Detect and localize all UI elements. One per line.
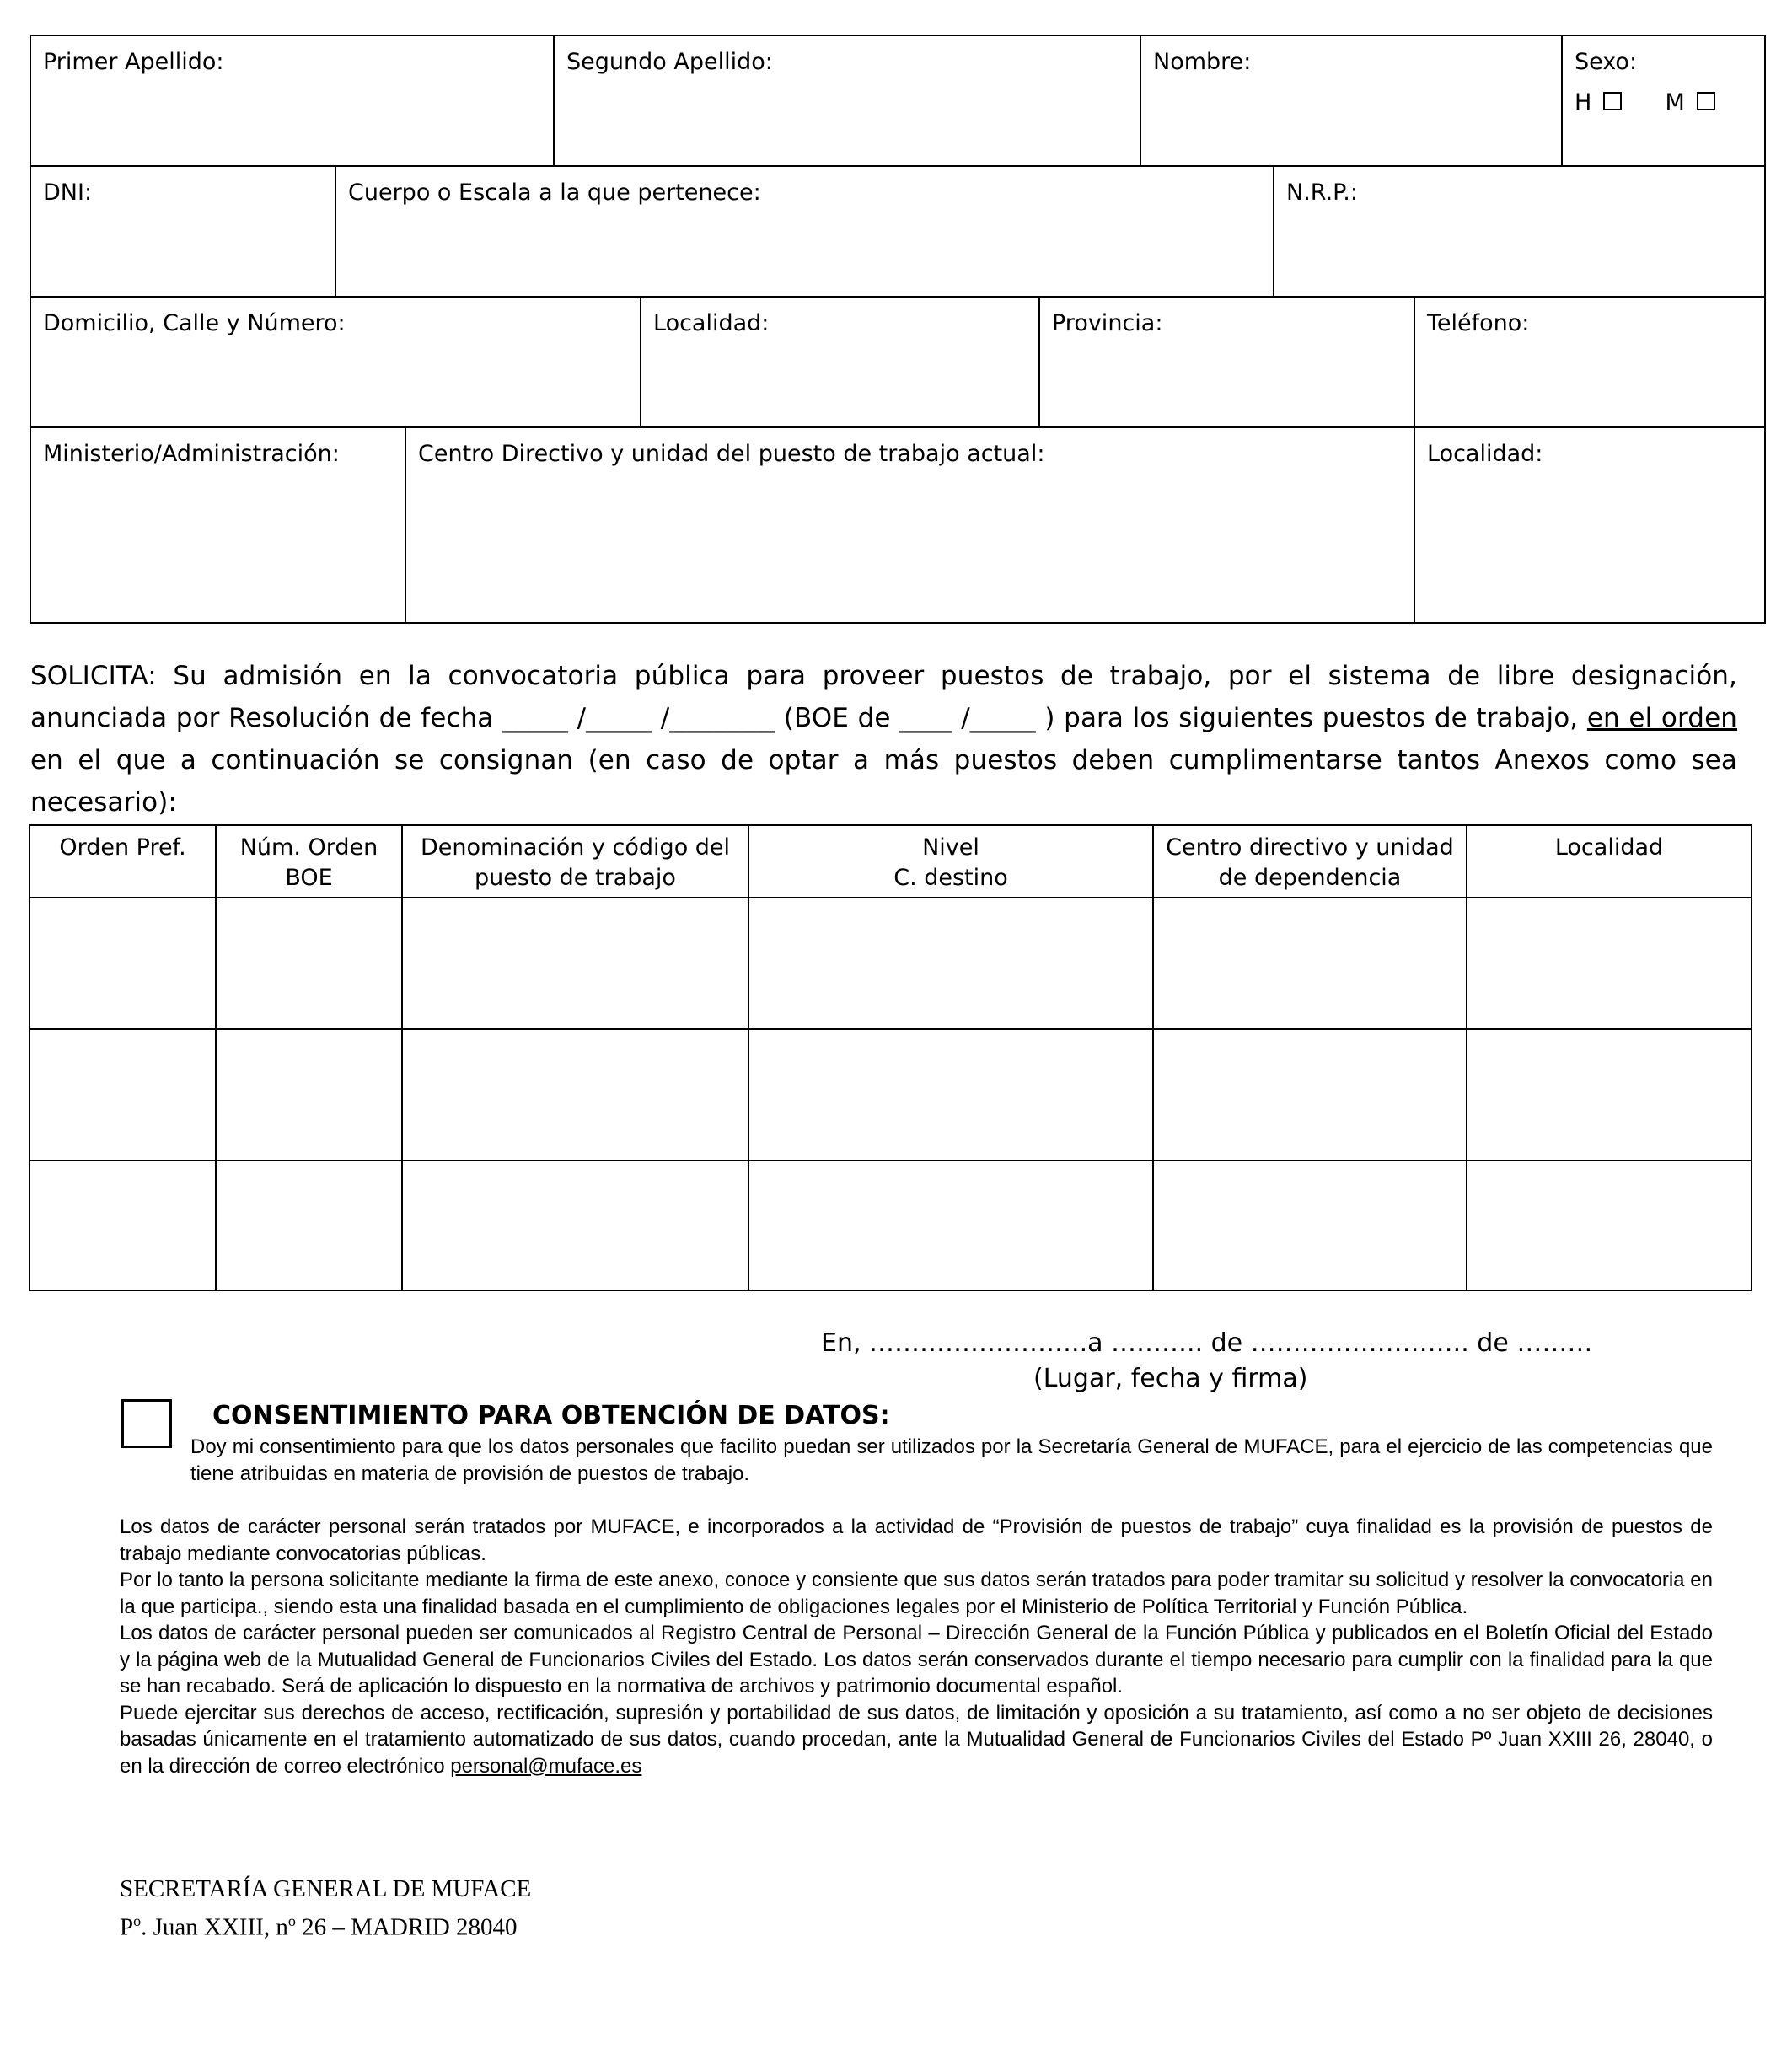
telefono-label: Teléfono: <box>1427 310 1530 336</box>
nombre-field[interactable] <box>1140 35 1563 167</box>
privacy-paragraph-2: Por lo tanto la persona solicitante mediante la firma de este anexo, conoce y consiente que sus datos serán tratados para poder tramitar su solicitud y resolver la convocatoria en la que participa., siendo esta una finalidad basada en el cumplimiento de obligaciones legales por el Ministerio de Política Territorial y Función Pública. <box>120 1569 1713 1618</box>
table-cell[interactable] <box>1466 1160 1752 1291</box>
header-num-orden-boe <box>215 824 403 898</box>
domicilio-field[interactable] <box>30 296 641 428</box>
centro-directivo-label: Centro Directivo y unidad del puesto de trabajo actual: <box>418 441 1045 467</box>
consent-text-block <box>120 1434 1713 1487</box>
telefono-field[interactable] <box>1414 296 1766 428</box>
header-centro-directivo <box>1152 824 1467 898</box>
domicilio-label: Domicilio, Calle y Número: <box>43 310 346 336</box>
header-line: Centro directivo y unidad <box>1166 834 1454 861</box>
privacy-email-link[interactable]: personal@muface.es <box>450 1754 642 1778</box>
dni-field[interactable] <box>30 165 336 298</box>
privacy-paragraph-4 <box>120 1700 1713 1780</box>
nrp-field[interactable] <box>1273 165 1766 298</box>
cuerpo-field[interactable] <box>335 165 1274 298</box>
footer-text: P <box>120 1913 134 1941</box>
header-nivel <box>748 824 1154 898</box>
sexo-h-checkbox[interactable] <box>1603 92 1622 110</box>
footer-sup: o <box>287 1912 296 1929</box>
localidad-trabajo-field[interactable] <box>1414 426 1766 624</box>
localidad-trabajo-label: Localidad: <box>1427 441 1543 467</box>
localidad-label: Localidad: <box>653 310 770 336</box>
header-line: Nivel <box>922 834 979 861</box>
table-cell[interactable] <box>215 1028 403 1161</box>
header-line: puesto de trabajo <box>475 865 676 891</box>
header-localidad-text <box>1467 833 1751 863</box>
table-cell[interactable] <box>215 1160 403 1291</box>
table-cell[interactable] <box>1152 1028 1467 1161</box>
solicita-text-1: SOLICITA: Su admisión en la convocatoria pública para proveer puestos de trabajo, por el sistema de libre designación, anunciada por Resolución de fecha _____ /_____ /________ (BOE de ____ /_____ ) para los siguientes puestos de trabajo, <box>30 661 1737 733</box>
header-nivel-text <box>749 833 1152 893</box>
nombre-label: Nombre: <box>1153 49 1252 75</box>
header-line: Localidad <box>1554 834 1664 861</box>
header-centro-text <box>1154 833 1466 893</box>
provincia-field[interactable] <box>1038 296 1415 428</box>
table-cell[interactable] <box>401 1028 749 1161</box>
table-cell[interactable] <box>29 1160 217 1291</box>
footer-text: 26 – MADRID 28040 <box>295 1913 518 1941</box>
table-cell[interactable] <box>29 897 217 1030</box>
sexo-m-checkbox[interactable] <box>1697 92 1715 110</box>
consent-title: CONSENTIMIENTO PARA OBTENCIÓN DE DATOS: <box>212 1401 890 1430</box>
nrp-label: N.R.P.: <box>1286 180 1358 206</box>
privacy-block <box>120 1514 1713 1779</box>
header-line: Denominación y código del <box>420 834 731 861</box>
segundo-apellido-field[interactable] <box>553 35 1141 167</box>
cuerpo-label: Cuerpo o Escala a la que pertenece: <box>348 180 761 206</box>
consent-text: Doy mi consentimiento para que los datos personales que facilito puedan ser utilizados por la Secretaría General de MUFACE, para el ejercicio de las competencias que tiene atribuidas en materia de provisión de puestos de trabajo. <box>190 1435 1713 1485</box>
sexo-label: Sexo: <box>1575 49 1638 75</box>
table-cell[interactable] <box>1152 897 1467 1030</box>
header-line: Orden Pref. <box>59 834 186 861</box>
sexo-h-label: H <box>1575 89 1592 115</box>
lugar-fecha-hint: (Lugar, fecha y firma) <box>1033 1364 1308 1393</box>
primer-apellido-field[interactable] <box>30 35 555 167</box>
ministerio-field[interactable] <box>30 426 406 624</box>
table-cell[interactable] <box>748 897 1154 1030</box>
en-el-orden-underlined: en el orden <box>1586 703 1737 733</box>
header-orden-pref-text <box>30 833 215 863</box>
header-localidad <box>1466 824 1752 898</box>
solicita-text-2: en el que a continuación se consignan (en caso de optar a más puestos deben cumplimentarse tantos Anexos como sea necesario): <box>30 745 1737 818</box>
sexo-m-label: M <box>1665 89 1685 115</box>
table-cell[interactable] <box>29 1028 217 1161</box>
header-line: Núm. Orden <box>239 834 378 861</box>
table-cell[interactable] <box>401 1160 749 1291</box>
privacy-paragraph-1: Los datos de carácter personal serán tratados por MUFACE, e incorporados a la actividad de “Provisión de puestos de trabajo” cuya finalidad es la provisión de puestos de trabajo mediante convocatorias públicas. <box>120 1515 1713 1565</box>
lugar-fecha-line: En, ……………………..a ……….. de …………………….. de ……… <box>821 1328 1593 1358</box>
segundo-apellido-label: Segundo Apellido: <box>566 49 773 75</box>
privacy-paragraph-3: Los datos de carácter personal pueden ser comunicados al Registro Central de Personal – Dirección General de la Función Pública y publicados en el Boletín Oficial del Estado y la página web de la Mutualidad General de Funcionarios Civiles del Estado. Los datos serán conservados durante el tiempo necesario para cumplir con la finalidad para la que se han recabado. Será de aplicación lo dispuesto en la normativa de archivos y patrimonio documental español. <box>120 1622 1713 1698</box>
header-num-orden-text <box>217 833 401 893</box>
footer-text: . Juan XXIII, n <box>141 1913 288 1941</box>
header-orden-pref <box>29 824 217 898</box>
footer-line-1: SECRETARÍA GENERAL DE MUFACE <box>120 1875 532 1902</box>
sexo-options <box>1575 89 1724 117</box>
footer-address <box>120 1873 531 1944</box>
dni-label: DNI: <box>43 180 93 206</box>
centro-directivo-field[interactable] <box>405 426 1415 624</box>
header-line: BOE <box>285 865 333 891</box>
solicita-paragraph <box>30 655 1737 823</box>
ministerio-label: Ministerio/Administración: <box>43 441 340 467</box>
table-cell[interactable] <box>748 1028 1154 1161</box>
table-cell[interactable] <box>401 897 749 1030</box>
footer-line-2 <box>120 1905 531 1944</box>
header-denominacion <box>401 824 749 898</box>
localidad-field[interactable] <box>640 296 1040 428</box>
table-cell[interactable] <box>215 897 403 1030</box>
primer-apellido-label: Primer Apellido: <box>43 49 224 75</box>
table-cell[interactable] <box>1152 1160 1467 1291</box>
header-line: C. destino <box>893 865 1008 891</box>
table-cell[interactable] <box>1466 1028 1752 1161</box>
provincia-label: Provincia: <box>1052 310 1163 336</box>
sexo-field <box>1561 35 1766 167</box>
header-denominacion-text <box>403 833 748 893</box>
table-cell[interactable] <box>1466 897 1752 1030</box>
footer-sup: o <box>133 1912 142 1929</box>
table-cell[interactable] <box>748 1160 1154 1291</box>
privacy-paragraph-4-text: Puede ejercitar sus derechos de acceso, rectificación, supresión y portabilidad de sus datos, de limitación y oposición a su tratamiento, así como a no ser objeto de decisiones basadas únicamente en el tratamiento automatizado de sus datos, cuando procedan, ante la Mutualidad General de Funcionarios Civiles del Estado Pº Juan XXIII 26, 28040, o en la dirección de correo electrónico <box>120 1701 1713 1778</box>
header-line: de dependencia <box>1218 865 1402 891</box>
